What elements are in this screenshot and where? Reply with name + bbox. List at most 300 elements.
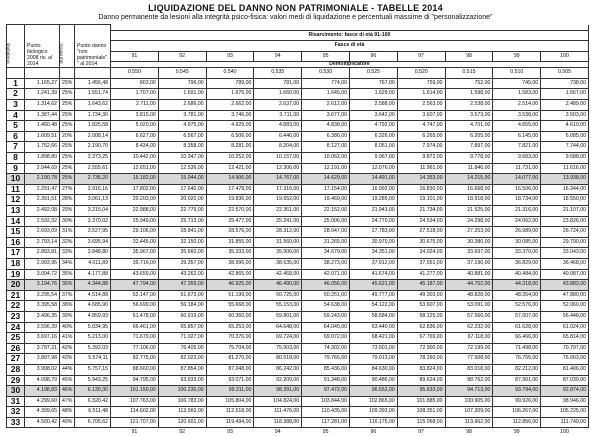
punto-biologico-cell: 1.314,62 xyxy=(25,100,60,111)
risarcimento-cell: 3.815,00 xyxy=(111,110,159,121)
table-row xyxy=(7,237,589,248)
risarcimento-cell: 759,00 xyxy=(397,78,445,89)
risarcimento-cell: 51.199,00 xyxy=(206,290,254,301)
demolt-value: 0,540 xyxy=(206,68,254,79)
risarcimento-cell: 17.802,00 xyxy=(111,184,159,195)
table-row xyxy=(7,227,589,238)
risarcimento-cell: 102.865,00 xyxy=(349,396,397,407)
demolt-value: 0,525 xyxy=(349,68,397,79)
table-row xyxy=(7,343,589,354)
risarcimento-cell: 42.468,00 xyxy=(254,269,302,280)
risarcimento-cell: 98.391,00 xyxy=(254,386,302,397)
invalidita-cell: 9 xyxy=(7,163,25,174)
risarcimento-cell: 61.628,00 xyxy=(493,322,541,333)
punto-biologico-cell: 1.387,44 xyxy=(25,110,60,121)
risarcimento-cell: 12.536,00 xyxy=(158,163,206,174)
invalidita-cell: 4 xyxy=(7,110,25,121)
risarcimento-cell: 4.701,00 xyxy=(445,121,493,132)
punto-biologico-cell: 3.094,72 xyxy=(25,269,60,280)
risarcimento-cell: 10.347,00 xyxy=(158,153,206,164)
risarcimento-cell: 92.209,00 xyxy=(254,375,302,386)
risarcimento-cell: 4.610,00 xyxy=(541,121,589,132)
risarcimento-cell: 93.794,00 xyxy=(493,386,541,397)
aumento-cell: 25% xyxy=(60,78,75,89)
footer-age-94: 94 xyxy=(274,429,281,436)
invalidita-cell: 26 xyxy=(7,343,25,354)
risarcimento-cell: 68.421,00 xyxy=(349,333,397,344)
punto-danno-cell: 5.943,25 xyxy=(75,375,111,386)
risarcimento-cell: 120.601,00 xyxy=(158,417,206,428)
risarcimento-cell: 16.830,00 xyxy=(397,184,445,195)
risarcimento-cell: 103.844,00 xyxy=(302,396,350,407)
risarcimento-cell: 25.006,00 xyxy=(302,216,350,227)
risarcimento-cell: 18.734,00 xyxy=(493,195,541,206)
punto-danno-cell: 3.215,04 xyxy=(75,206,111,217)
punto-biologico-cell: 3.897,98 xyxy=(25,354,60,365)
risarcimento-cell: 796,00 xyxy=(158,78,206,89)
risarcimento-cell: 62.232,00 xyxy=(445,322,493,333)
aumento-cell: 33% xyxy=(60,248,75,259)
table-row xyxy=(7,290,589,301)
demolt-value: 0,520 xyxy=(397,68,445,79)
risarcimento-cell: 66.461,00 xyxy=(111,322,159,333)
risarcimento-cell: 76.405,00 xyxy=(158,343,206,354)
risarcimento-cell: 25.713,00 xyxy=(158,216,206,227)
risarcimento-cell: 109.393,00 xyxy=(349,407,397,418)
invalidita-cell: 13 xyxy=(7,206,25,217)
risarcimento-cell: 21.734,00 xyxy=(397,206,445,217)
table-row xyxy=(7,195,589,206)
risarcimento-cell: 114.602,00 xyxy=(111,407,159,418)
risarcimento-cell: 33.043,00 xyxy=(541,248,589,259)
risarcimento-cell: 19.652,00 xyxy=(254,195,302,206)
table-row xyxy=(7,354,589,365)
risarcimento-cell: 79.013,00 xyxy=(349,354,397,365)
risarcimento-cell: 50.251,00 xyxy=(302,290,350,301)
risarcimento-cell: 4.838,00 xyxy=(302,121,350,132)
invalidita-cell: 14 xyxy=(7,216,25,227)
risarcimento-cell: 35.967,00 xyxy=(111,248,159,259)
punto-danno-cell: 3.061,13 xyxy=(75,195,111,206)
risarcimento-cell: 61.024,00 xyxy=(541,322,589,333)
age-header-91: 91 xyxy=(111,51,159,62)
punto-danno-cell: 4.177,88 xyxy=(75,269,111,280)
punto-danno-cell: 3.695,94 xyxy=(75,237,111,248)
table-row xyxy=(7,89,589,100)
risarcimento-cell: 42.865,00 xyxy=(206,269,254,280)
invalidita-cell: 20 xyxy=(7,280,25,291)
risarcimento-cell: 65.857,00 xyxy=(158,322,206,333)
risarcimento-cell: 23.826,00 xyxy=(541,216,589,227)
risarcimento-cell: 16.992,00 xyxy=(349,184,397,195)
risarcimento-cell: 82.212,00 xyxy=(493,364,541,375)
invalidita-cell: 31 xyxy=(7,396,25,407)
aumento-header: aumento xyxy=(60,25,75,68)
risarcimento-cell: 26.724,00 xyxy=(541,227,589,238)
table-row xyxy=(7,163,589,174)
invalidita-cell: 28 xyxy=(7,364,25,375)
punto-danno-cell: 6.320,42 xyxy=(75,396,111,407)
demolt-value: 0,530 xyxy=(302,68,350,79)
aumento-cell: 25% xyxy=(60,163,75,174)
risarcimento-cell: 101.885,00 xyxy=(397,396,445,407)
risarcimento-cell: 39.357,00 xyxy=(158,258,206,269)
risarcimento-cell: 32.150,00 xyxy=(158,237,206,248)
punto-danno-cell: 6.705,62 xyxy=(75,417,111,428)
table-row xyxy=(7,311,589,322)
punto-biologico-cell: 2.993,95 xyxy=(25,258,60,269)
table-row xyxy=(7,333,589,344)
punto-biologico-cell: 1.898,80 xyxy=(25,153,60,164)
risarcimento-cell: 52.060,00 xyxy=(541,301,589,312)
risarcimento-cell: 37.912,00 xyxy=(349,258,397,269)
risarcimento-cell: 86.242,00 xyxy=(254,364,302,375)
aumento-cell: 41% xyxy=(60,333,75,344)
punto-biologico-cell: 1.165,27 xyxy=(25,78,60,89)
risarcimento-cell: 24.298,00 xyxy=(445,216,493,227)
aumento-cell: 25% xyxy=(60,110,75,121)
table-row xyxy=(7,174,589,185)
table-row xyxy=(7,364,589,375)
risarcimento-cell: 38.635,00 xyxy=(254,258,302,269)
punto-danno-cell: 1.643,62 xyxy=(75,100,111,111)
invalidita-cell: 22 xyxy=(7,301,25,312)
risarcimento-cell: 2.612,00 xyxy=(302,100,350,111)
risarcimento-cell: 11.961,00 xyxy=(397,163,445,174)
invalidita-cell: 3 xyxy=(7,100,25,111)
risarcimento-cell: 71.498,00 xyxy=(493,343,541,354)
risarcimento-cell: 11.846,00 xyxy=(445,163,493,174)
risarcimento-cell: 9.683,00 xyxy=(493,153,541,164)
aumento-cell: 25% xyxy=(60,142,75,153)
risarcimento-cell: 17.316,00 xyxy=(254,184,302,195)
risarcimento-cell: 9.967,00 xyxy=(349,153,397,164)
risarcimento-cell: 47.359,00 xyxy=(158,280,206,291)
age-header-98: 98 xyxy=(445,51,493,62)
risarcimento-cell: 25.241,00 xyxy=(254,216,302,227)
risarcimento-cell: 21.107,00 xyxy=(541,206,589,217)
table-row xyxy=(7,153,589,164)
risarcimento-cell: 71.679,00 xyxy=(111,333,159,344)
risarcimento-cell: 98.946,00 xyxy=(541,396,589,407)
risarcimento-cell: 40.087,00 xyxy=(541,269,589,280)
risarcimento-cell: 19.836,00 xyxy=(206,195,254,206)
risarcimento-cell: 96.552,00 xyxy=(349,386,397,397)
risarcimento-cell: 28.576,00 xyxy=(206,227,254,238)
risarcimento-cell: 45.621,00 xyxy=(349,280,397,291)
risarcimento-cell: 26.989,00 xyxy=(493,227,541,238)
risarcimento-cell: 6.567,00 xyxy=(158,131,206,142)
risarcimento-cell: 774,00 xyxy=(302,78,350,89)
punto-danno-cell: 3.370,02 xyxy=(75,216,111,227)
risarcimento-cell: 46.490,00 xyxy=(254,280,302,291)
risarcimento-cell: 47.880,00 xyxy=(541,290,589,301)
risarcimento-cell: 94.713,00 xyxy=(445,386,493,397)
risarcimento-cell: 15.182,00 xyxy=(111,174,159,185)
risarcimento-cell: 108.351,00 xyxy=(397,407,445,418)
risarcimento-cell: 2.662,00 xyxy=(206,100,254,111)
invalidita-cell: 1 xyxy=(7,78,25,89)
risarcimento-cell: 1.707,00 xyxy=(111,89,159,100)
risarcimento-cell: 6.085,00 xyxy=(541,131,589,142)
risarcimento-cell: 65.814,00 xyxy=(541,333,589,344)
risarcimento-cell: 5.020,00 xyxy=(111,121,159,132)
table-row xyxy=(7,301,589,312)
risarcimento-cell: 31.560,00 xyxy=(254,237,302,248)
risarcimento-cell: 2.563,00 xyxy=(397,100,445,111)
risarcimento-cell: 58.125,00 xyxy=(397,311,445,322)
risarcimento-cell: 28.841,00 xyxy=(158,227,206,238)
punto-biologico-cell: 4.500,42 xyxy=(25,417,60,428)
risarcimento-cell: 37.190,00 xyxy=(445,258,493,269)
risarcimento-cell: 87.854,00 xyxy=(158,364,206,375)
risarcimento-cell: 14.077,00 xyxy=(493,174,541,185)
aumento-cell: 47% xyxy=(60,396,75,407)
risarcimento-cell: 107.309,00 xyxy=(445,407,493,418)
risarcimento-cell: 119.494,00 xyxy=(206,417,254,428)
punto-danno-cell: 6.511,48 xyxy=(75,407,111,418)
risarcimento-cell: 77.106,00 xyxy=(111,343,159,354)
risarcimento-cell: 21.943,00 xyxy=(349,206,397,217)
table-row xyxy=(7,280,589,291)
risarcimento-cell: 31.265,00 xyxy=(302,237,350,248)
risarcimento-cell: 76.755,00 xyxy=(493,354,541,365)
aumento-cell: 27% xyxy=(60,184,75,195)
invalidita-cell: 25 xyxy=(7,333,25,344)
risarcimento-cell: 30.675,00 xyxy=(397,237,445,248)
footer-age-95: 95 xyxy=(322,429,329,436)
punto-danno-cell: 4.685,90 xyxy=(75,301,111,312)
risarcimento-cell: 45.187,00 xyxy=(397,280,445,291)
risarcimento-cell: 11.616,00 xyxy=(541,163,589,174)
risarcimento-cell: 30.085,00 xyxy=(493,237,541,248)
risarcimento-cell: 6.446,00 xyxy=(254,131,302,142)
aumento-cell: 49% xyxy=(60,417,75,428)
punto-danno-cell: 2.738,20 xyxy=(75,174,111,185)
risarcimento-cell: 767,00 xyxy=(349,78,397,89)
risarcimento-cell: 34.024,00 xyxy=(397,248,445,259)
risarcimento-cell: 52.147,00 xyxy=(111,290,159,301)
risarcimento-cell: 55.153,00 xyxy=(254,301,302,312)
risarcimento-cell: 3.503,00 xyxy=(541,110,589,121)
punto-biologico-cell: 1.609,51 xyxy=(25,131,60,142)
risarcimento-cell: 47.794,00 xyxy=(111,280,159,291)
risarcimento-cell: 19.285,00 xyxy=(349,195,397,206)
table-row xyxy=(7,386,589,397)
aumento-cell: 36% xyxy=(60,280,75,291)
risarcimento-cell: 72.199,00 xyxy=(445,343,493,354)
risarcimento-cell: 4.747,00 xyxy=(397,121,445,132)
invalidita-cell: 23 xyxy=(7,311,25,322)
risarcimento-cell: 91.348,00 xyxy=(302,375,350,386)
risarcimento-cell: 19.101,00 xyxy=(397,195,445,206)
risarcimento-cell: 82.775,00 xyxy=(111,354,159,365)
risarcimento-cell: 738,00 xyxy=(541,78,589,89)
aumento-cell: 25% xyxy=(60,121,75,132)
risarcimento-cell: 2.514,00 xyxy=(493,100,541,111)
risarcimento-cell: 101.150,00 xyxy=(111,386,159,397)
risarcimento-cell: 93.933,00 xyxy=(158,375,206,386)
risarcimento-cell: 2.686,00 xyxy=(158,100,206,111)
risarcimento-cell: 46.056,00 xyxy=(302,280,350,291)
aumento-cell: 35% xyxy=(60,269,75,280)
risarcimento-cell: 115.068,00 xyxy=(397,417,445,428)
risarcimento-cell: 22.988,00 xyxy=(111,206,159,217)
risarcimento-cell: 17.478,00 xyxy=(206,184,254,195)
risarcimento-cell: 28.312,00 xyxy=(254,227,302,238)
aumento-cell: 46% xyxy=(60,386,75,397)
risarcimento-cell: 11.731,00 xyxy=(493,163,541,174)
risarcimento-cell: 4.655,00 xyxy=(493,121,541,132)
risarcimento-cell: 18.550,00 xyxy=(541,195,589,206)
table-row xyxy=(7,322,589,333)
risarcimento-cell: 9.588,00 xyxy=(541,153,589,164)
fasce-header: Fasce di età xyxy=(111,41,589,52)
risarcimento-cell: 12.651,00 xyxy=(111,163,159,174)
risarcimento-cell: 16.344,00 xyxy=(541,184,589,195)
risarcimento-cell: 3.746,00 xyxy=(206,110,254,121)
footer-age-98: 98 xyxy=(466,429,472,436)
aumento-cell: 39% xyxy=(60,311,75,322)
risarcimento-cell: 77.508,00 xyxy=(445,354,493,365)
page-title: LIQUIDAZIONE DEL DANNO NON PATRIMONIALE - TABELLE 2014 xyxy=(148,3,443,13)
invalidita-cell: 19 xyxy=(7,269,25,280)
demolt-value: 0,545 xyxy=(158,68,206,79)
risarcimento-cell: 78.260,00 xyxy=(397,354,445,365)
risarcimento-cell: 44.318,00 xyxy=(493,280,541,291)
invalidita-cell: 30 xyxy=(7,386,25,397)
risarcimento-cell: 43.883,00 xyxy=(541,280,589,291)
punto-danno-cell: 4.859,93 xyxy=(75,311,111,322)
age-header-94: 94 xyxy=(254,51,302,62)
risarcimento-cell: 72.900,00 xyxy=(397,343,445,354)
risarcimento-cell: 4.929,00 xyxy=(206,121,254,132)
demolt-value: 0,515 xyxy=(445,68,493,79)
risarcimento-cell: 106.783,00 xyxy=(158,396,206,407)
risarcimento-cell: 87.901,00 xyxy=(493,375,541,386)
table-row xyxy=(7,121,589,132)
invalidita-cell: 33 xyxy=(7,417,25,428)
risarcimento-cell: 87.039,00 xyxy=(541,375,589,386)
risarcimento-cell: 82.023,00 xyxy=(158,354,206,365)
punto-biologico-cell: 4.098,79 xyxy=(25,375,60,386)
risarcimento-cell: 3.677,00 xyxy=(302,110,350,121)
age-header-99: 99 xyxy=(493,51,541,62)
risarcimento-cell: 789,00 xyxy=(206,78,254,89)
risarcimento-cell: 113.560,00 xyxy=(158,407,206,418)
risarcimento-cell: 80.518,00 xyxy=(254,354,302,365)
risarcimento-cell: 22.779,00 xyxy=(158,206,206,217)
risarcimento-cell: 3.642,00 xyxy=(349,110,397,121)
risarcimento-cell: 8.358,00 xyxy=(158,142,206,153)
age-header-92: 92 xyxy=(158,51,206,62)
risarcimento-cell: 54.122,00 xyxy=(349,301,397,312)
punto-biologico-cell: 2.044,69 xyxy=(25,163,60,174)
aumento-cell: 30% xyxy=(60,216,75,227)
invalidita-cell: 10 xyxy=(7,174,25,185)
aumento-cell: 32% xyxy=(60,237,75,248)
risarcimento-cell: 81.270,00 xyxy=(206,354,254,365)
risarcimento-cell: 60.919,00 xyxy=(158,311,206,322)
risarcimento-cell: 116.175,00 xyxy=(349,417,397,428)
risarcimento-cell: 51.673,00 xyxy=(158,290,206,301)
risarcimento-cell: 1.645,00 xyxy=(302,89,350,100)
risarcimento-cell: 65.253,00 xyxy=(206,322,254,333)
footer-age-96: 96 xyxy=(370,429,377,436)
table-row xyxy=(7,184,589,195)
risarcimento-cell: 6.265,00 xyxy=(397,131,445,142)
age-header-97: 97 xyxy=(397,51,445,62)
aumento-cell: 34% xyxy=(60,258,75,269)
invalidita-header: invalidità xyxy=(7,25,25,68)
risarcimento-cell: 48.354,00 xyxy=(493,290,541,301)
risarcimento-cell: 12.191,00 xyxy=(302,163,350,174)
risarcimento-cell: 41.674,00 xyxy=(349,269,397,280)
risarcimento-cell: 6.145,00 xyxy=(493,131,541,142)
risarcimento-cell: 12.306,00 xyxy=(254,163,302,174)
risarcimento-cell: 118.388,00 xyxy=(254,417,302,428)
risarcimento-cell: 2.489,00 xyxy=(541,100,589,111)
risarcimento-cell: 1.567,00 xyxy=(541,89,589,100)
punto-biologico-cell: 1.460,48 xyxy=(25,121,60,132)
risarcimento-cell: 14.629,00 xyxy=(302,174,350,185)
risarcimento-cell: 87.048,00 xyxy=(206,364,254,375)
risarcimento-cell: 17.154,00 xyxy=(302,184,350,195)
risarcimento-cell: 4.792,00 xyxy=(349,121,397,132)
risarcimento-cell: 27.253,00 xyxy=(445,227,493,238)
risarcimento-cell: 20.203,00 xyxy=(111,195,159,206)
punto-danno-cell: 2.008,14 xyxy=(75,131,111,142)
risarcimento-cell: 59.801,00 xyxy=(254,311,302,322)
risarcimento-cell: 22.361,00 xyxy=(254,206,302,217)
risarcimento-cell: 67.118,00 xyxy=(445,333,493,344)
risarcimento-cell: 95.633,00 xyxy=(397,386,445,397)
risarcimento-cell: 17.640,00 xyxy=(158,184,206,195)
risarcimento-cell: 94.795,00 xyxy=(111,375,159,386)
risarcimento-header: Risarcimento: fasce di età 91-100 xyxy=(111,30,589,41)
risarcimento-cell: 39.716,00 xyxy=(111,258,159,269)
age-header-93: 93 xyxy=(206,51,254,62)
risarcimento-cell: 52.576,00 xyxy=(493,301,541,312)
risarcimento-cell: 85.436,00 xyxy=(302,364,350,375)
punto-biologico-cell: 3.697,16 xyxy=(25,333,60,344)
risarcimento-cell: 56.184,00 xyxy=(158,301,206,312)
risarcimento-cell: 69.072,00 xyxy=(302,333,350,344)
risarcimento-cell: 21.316,00 xyxy=(493,206,541,217)
aumento-cell: 42% xyxy=(60,343,75,354)
risarcimento-cell: 58.684,00 xyxy=(349,311,397,322)
risarcimento-cell: 2.637,00 xyxy=(254,100,302,111)
aumento-cell: 40% xyxy=(60,322,75,333)
risarcimento-cell: 2.711,00 xyxy=(111,100,159,111)
risarcimento-cell: 105.804,00 xyxy=(206,396,254,407)
risarcimento-cell: 1.629,00 xyxy=(349,89,397,100)
risarcimento-cell: 10.252,00 xyxy=(206,153,254,164)
risarcimento-cell: 64.648,00 xyxy=(254,322,302,333)
demoltiplicatore-header: Demoltiplicatore xyxy=(111,62,589,68)
risarcimento-cell: 24.534,00 xyxy=(397,216,445,227)
punto-biologico-cell: 1.241,39 xyxy=(25,89,60,100)
risarcimento-cell: 61.478,00 xyxy=(111,311,159,322)
risarcimento-cell: 1.660,00 xyxy=(254,89,302,100)
risarcimento-cell: 74.302,00 xyxy=(302,343,350,354)
risarcimento-cell: 6.386,00 xyxy=(302,131,350,142)
risarcimento-cell: 29.790,00 xyxy=(541,237,589,248)
age-header-96: 96 xyxy=(349,51,397,62)
risarcimento-cell: 6.627,00 xyxy=(111,131,159,142)
punto-danno-cell: 1.456,48 xyxy=(75,78,111,89)
risarcimento-cell: 2.588,00 xyxy=(349,100,397,111)
